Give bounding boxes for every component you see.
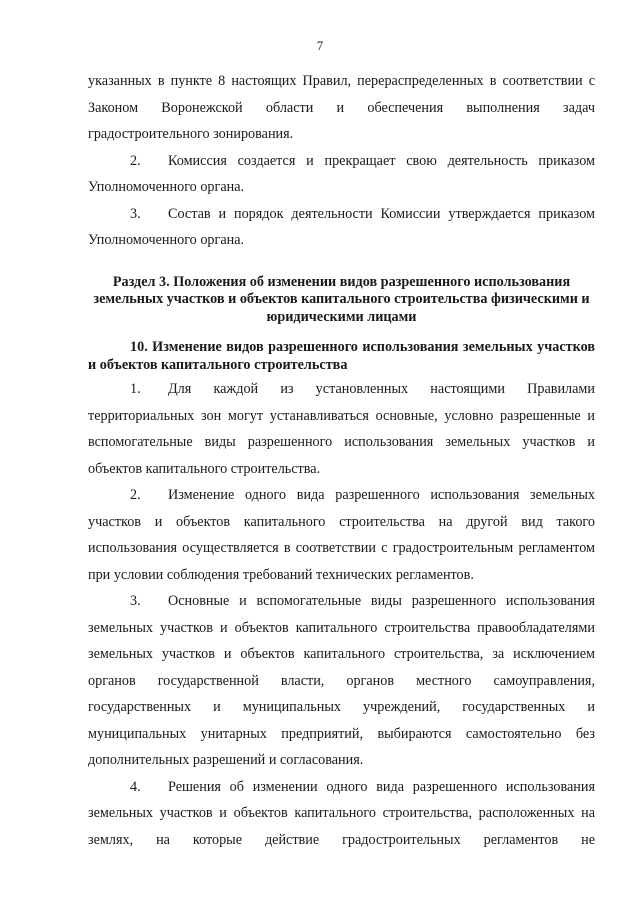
article-item-1 xyxy=(88,376,595,482)
item-text: Решения об изменении одного вида разрешенного использования земельных участков и объектов капитального строительства, расположенных на землях, на которые действие градостроительных регламентов не xyxy=(88,778,595,848)
item-text: Состав и порядок деятельности Комиссии утверждается приказом Уполномоченного органа. xyxy=(88,205,595,248)
intro-paragraph: указанных в пункте 8 настоящих Правил, перераспределенных в соответствии с Законом Воронежской области и обеспечения выполнения задач градостроительного зонирования. xyxy=(88,73,595,142)
item-text: Для каждой из установленных настоящими Правилами территориальных зон могут устанавливаться основные, условно разрешенные и вспомогательные виды разрешенного использования земельных участков и объектов капитального строительства. xyxy=(88,381,595,477)
item-text: Основные и вспомогательные виды разрешенного использования земельных участков и объектов капитального строительства правообладателями земельных участков и объектов капитального строительства, за исключением органов государственной власти, органов местного самоуправления, государственных и муниципальных учреждений, государственных и муниципальных унитарных предприятий, выбираются самостоятельно без дополнительных разрешений и согласования. xyxy=(88,593,595,768)
item-number: 2. xyxy=(130,152,141,169)
item-number: 3. xyxy=(130,593,141,609)
item-text: Изменение одного вида разрешенного использования земельных участков и объектов капитального строительства на другой вид такого использования осуществляется в соответствии с градостроительным регламентом при условии соблюдения требований технических регламентов. xyxy=(88,487,595,583)
item-number: 4. xyxy=(130,778,141,795)
article-item-2 xyxy=(88,482,595,588)
item-number: 2. xyxy=(130,487,141,503)
section-heading: Раздел 3. Положения об изменении видов разрешенного использования земельных участков и объектов капитального строительства физическими и юридическими лицами xyxy=(93,273,590,325)
page-content xyxy=(88,68,595,853)
item-number: 1. xyxy=(130,381,141,397)
article-heading: 10. Изменение видов разрешенного использования земельных участков и объектов капитального строительства xyxy=(88,339,595,373)
item-number: 3. xyxy=(130,205,141,222)
article-item-4 xyxy=(88,774,595,854)
article-item-3 xyxy=(88,588,595,774)
commission-item-2 xyxy=(88,148,595,201)
item-text: Комиссия создается и прекращает свою деятельность приказом Уполномоченного органа. xyxy=(88,152,595,195)
page-number: 7 xyxy=(316,38,324,53)
commission-item-3 xyxy=(88,201,595,254)
